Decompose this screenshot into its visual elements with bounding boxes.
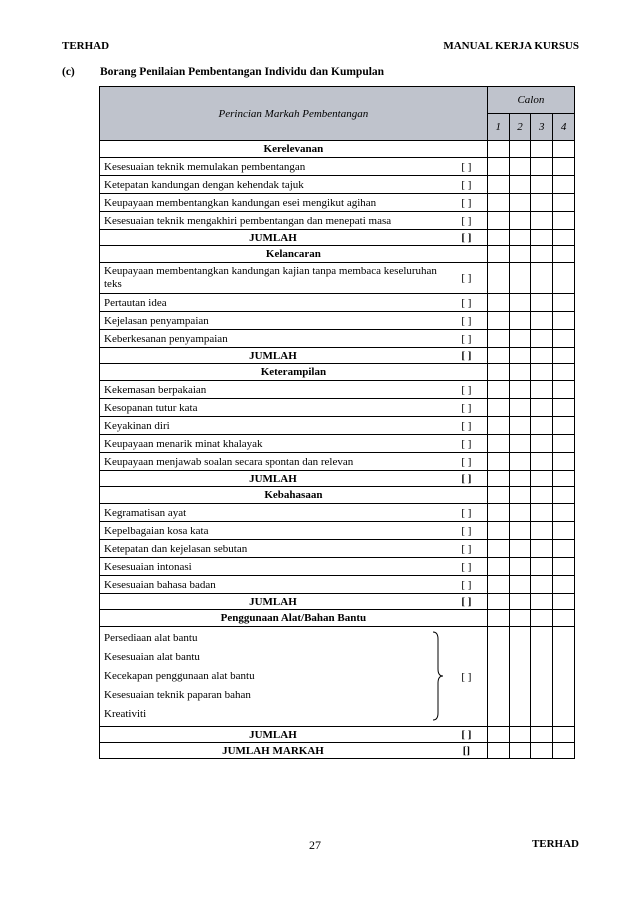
section-label: (c) [62,66,75,78]
criteria-label: Kekemasan berpakaian [100,381,446,399]
criteria-label: Kesesuaian intonasi [100,558,446,576]
score-cell[interactable] [487,348,509,364]
category-name: Kelancaran [100,246,488,263]
score-cell[interactable] [531,522,553,540]
score-bracket: [ ] [446,576,487,594]
score-cell[interactable] [487,727,509,743]
score-cell[interactable] [553,435,575,453]
score-cell[interactable] [509,610,531,627]
score-bracket: [ ] [446,381,487,399]
score-cell[interactable] [509,263,531,294]
criteria-label: Kecekapan penggunaan alat bantu [104,670,255,682]
score-cell[interactable] [487,471,509,487]
score-cell[interactable] [487,294,509,312]
criteria-label: Ketepatan dan kejelasan sebutan [100,540,446,558]
score-cell[interactable] [553,312,575,330]
score-cell[interactable] [531,435,553,453]
category-row [100,487,575,504]
criteria-row [100,522,575,540]
score-cell[interactable] [553,194,575,212]
score-cell[interactable] [553,263,575,294]
score-cell[interactable] [509,294,531,312]
score-bracket: [ ] [446,453,487,471]
score-bracket: [ ] [446,176,487,194]
score-bracket: [ ] [446,212,487,230]
header-classification: TERHAD [62,40,110,52]
score-cell[interactable] [487,487,509,504]
group-score-cell [446,627,487,727]
criteria-label: Keberkesanan penyampaian [100,330,446,348]
criteria-label: Pertautan idea [100,294,446,312]
score-cell[interactable] [509,176,531,194]
score-bracket: [ ] [446,158,487,176]
score-cell[interactable] [509,576,531,594]
category-row [100,246,575,263]
criteria-row [100,576,575,594]
score-cell[interactable] [553,727,575,743]
score-cell[interactable] [487,399,509,417]
score-cell[interactable] [487,576,509,594]
score-cell[interactable] [509,381,531,399]
criteria-label: Kegramatisan ayat [100,504,446,522]
category-name: Keterampilan [100,364,488,381]
score-cell[interactable] [531,576,553,594]
total-label: JUMLAH [100,594,446,610]
score-cell[interactable] [487,212,509,230]
total-row [100,230,575,246]
calon-number-2: 2 [509,114,531,141]
score-cell[interactable] [531,348,553,364]
total-row [100,727,575,743]
score-cell[interactable] [487,364,509,381]
score-cell[interactable] [531,141,553,158]
score-bracket: [ ] [446,522,487,540]
score-cell[interactable] [509,743,531,759]
score-cell[interactable] [531,540,553,558]
score-cell[interactable] [531,246,553,263]
criteria-row [100,194,575,212]
criteria-label: Ketepatan kandungan dengan kehendak tajuk [100,176,446,194]
score-cell[interactable] [509,594,531,610]
criteria-row [100,263,575,294]
score-cell[interactable] [509,246,531,263]
score-cell[interactable] [509,312,531,330]
score-cell[interactable] [531,471,553,487]
category-name: Kebahasaan [100,487,488,504]
score-cell[interactable] [509,364,531,381]
score-cell[interactable] [509,727,531,743]
score-cell[interactable] [553,610,575,627]
criteria-label: Kesesuaian bahasa badan [100,576,446,594]
score-cell[interactable] [531,212,553,230]
score-cell[interactable] [509,471,531,487]
score-cell[interactable] [509,417,531,435]
total-label: JUMLAH [100,471,446,487]
criteria-group-labels [100,627,446,727]
score-cell[interactable] [487,743,509,759]
score-cell[interactable] [487,558,509,576]
total-row [100,594,575,610]
score-cell[interactable] [553,627,575,727]
score-bracket: [ ] [446,558,487,576]
score-cell[interactable] [509,158,531,176]
total-bracket: [ ] [446,230,487,246]
score-cell[interactable] [531,312,553,330]
score-bracket: [ ] [446,312,487,330]
score-cell[interactable] [487,627,509,727]
score-cell[interactable] [509,330,531,348]
criteria-row [100,294,575,312]
score-cell[interactable] [509,230,531,246]
score-cell[interactable] [553,471,575,487]
score-cell[interactable] [509,627,531,727]
score-cell[interactable] [553,364,575,381]
score-cell[interactable] [531,263,553,294]
score-cell[interactable] [487,141,509,158]
criteria-label: Kesesuaian teknik memulakan pembentangan [100,158,446,176]
score-cell[interactable] [531,487,553,504]
score-cell[interactable] [487,312,509,330]
criteria-row [100,540,575,558]
criteria-label: Kesesuaian teknik mengakhiri pembentangan dan menepati masa [100,212,446,230]
criteria-label: Kepelbagaian kosa kata [100,522,446,540]
score-cell[interactable] [487,330,509,348]
criteria-row [100,504,575,522]
score-bracket: [ ] [446,263,487,294]
total-bracket: [ ] [446,348,487,364]
category-row [100,141,575,158]
score-cell[interactable] [487,435,509,453]
category-name: Penggunaan Alat/Bahan Bantu [100,610,488,627]
criteria-row [100,417,575,435]
total-row [100,471,575,487]
criteria-label: Keyakinan diri [100,417,446,435]
table-header-criteria: Perincian Markah Pembentangan [100,87,488,141]
score-cell[interactable] [531,453,553,471]
section-title: Borang Penilaian Pembentangan Individu dan Kumpulan [100,66,385,78]
score-cell[interactable] [531,294,553,312]
criteria-row [100,176,575,194]
score-cell[interactable] [553,348,575,364]
score-cell[interactable] [553,522,575,540]
grand-total-label: JUMLAH MARKAH [100,743,446,759]
score-cell[interactable] [531,381,553,399]
score-cell[interactable] [509,522,531,540]
score-bracket: [ ] [446,294,487,312]
score-cell[interactable] [531,399,553,417]
right-brace-icon [432,631,444,721]
score-cell[interactable] [487,194,509,212]
score-cell[interactable] [509,435,531,453]
score-cell[interactable] [553,246,575,263]
criteria-row [100,435,575,453]
criteria-row [100,312,575,330]
score-cell[interactable] [509,141,531,158]
score-cell[interactable] [553,487,575,504]
total-label: JUMLAH [100,230,446,246]
score-cell[interactable] [509,487,531,504]
score-cell[interactable] [553,576,575,594]
criteria-label: Keupayaan membentangkan kandungan kajian tanpa membaca keseluruhan teks [100,263,446,294]
score-cell[interactable] [553,417,575,435]
score-cell[interactable] [531,417,553,435]
score-cell[interactable] [487,176,509,194]
score-cell[interactable] [509,558,531,576]
criteria-label: Keupayaan membentangkan kandungan esei mengikut agihan [100,194,446,212]
grand-total-bracket: [] [446,743,487,759]
total-bracket: [ ] [446,594,487,610]
calon-number-1: 1 [487,114,509,141]
score-bracket: [ ] [461,670,472,683]
score-bracket: [ ] [446,504,487,522]
category-name: Kerelevanan [100,141,488,158]
score-cell[interactable] [487,522,509,540]
header-document-title: MANUAL KERJA KURSUS [443,40,579,52]
score-cell[interactable] [531,176,553,194]
criteria-row [100,381,575,399]
score-cell[interactable] [553,381,575,399]
score-cell[interactable] [531,364,553,381]
score-cell[interactable] [553,294,575,312]
score-cell[interactable] [487,381,509,399]
score-cell[interactable] [487,540,509,558]
score-cell[interactable] [487,246,509,263]
section-heading [62,66,384,78]
score-cell[interactable] [553,399,575,417]
score-bracket: [ ] [446,399,487,417]
criteria-label: Persediaan alat bantu [104,632,198,644]
score-cell[interactable] [531,158,553,176]
criteria-row [100,453,575,471]
assessment-table [99,86,575,759]
criteria-label: Kejelasan penyampaian [100,312,446,330]
criteria-label: Kesesuaian teknik paparan bahan [104,689,251,701]
total-label: JUMLAH [100,348,446,364]
calon-number-3: 3 [531,114,553,141]
score-cell[interactable] [553,158,575,176]
grand-total-row [100,743,575,759]
table-header-calon: Calon [487,87,574,114]
total-bracket: [ ] [446,727,487,743]
score-cell[interactable] [509,504,531,522]
criteria-group-row [100,627,575,727]
score-cell[interactable] [509,453,531,471]
category-row [100,610,575,627]
score-bracket: [ ] [446,435,487,453]
score-cell[interactable] [509,399,531,417]
footer-classification: TERHAD [531,838,579,850]
total-row [100,348,575,364]
criteria-label: Kesesuaian alat bantu [104,651,200,663]
criteria-row [100,330,575,348]
score-bracket: [ ] [446,417,487,435]
criteria-label: Kesopanan tutur kata [100,399,446,417]
score-cell[interactable] [531,594,553,610]
criteria-row [100,212,575,230]
score-cell[interactable] [487,610,509,627]
score-bracket: [ ] [446,540,487,558]
score-cell[interactable] [553,176,575,194]
score-cell[interactable] [487,453,509,471]
score-cell[interactable] [531,330,553,348]
score-cell[interactable] [553,558,575,576]
table-body [100,141,575,759]
score-cell[interactable] [531,230,553,246]
score-cell[interactable] [509,540,531,558]
category-row [100,364,575,381]
criteria-label: Keupayaan menarik minat khalayak [100,435,446,453]
total-label: JUMLAH [100,727,446,743]
score-cell[interactable] [531,504,553,522]
score-cell[interactable] [553,453,575,471]
score-cell[interactable] [509,348,531,364]
score-cell[interactable] [509,212,531,230]
score-bracket: [ ] [446,194,487,212]
total-bracket: [ ] [446,471,487,487]
score-cell[interactable] [487,594,509,610]
criteria-row [100,158,575,176]
score-cell[interactable] [553,212,575,230]
score-cell[interactable] [531,627,553,727]
score-cell[interactable] [487,417,509,435]
score-cell[interactable] [553,330,575,348]
score-cell[interactable] [487,263,509,294]
page-number: 27 [309,838,321,852]
calon-number-4: 4 [553,114,575,141]
criteria-label: Keupayaan menjawab soalan secara spontan dan relevan [100,453,446,471]
score-cell[interactable] [487,158,509,176]
score-cell[interactable] [531,727,553,743]
score-cell[interactable] [553,743,575,759]
criteria-row [100,399,575,417]
score-cell[interactable] [553,230,575,246]
score-bracket: [ ] [446,330,487,348]
score-cell[interactable] [531,610,553,627]
criteria-label: Kreativiti [104,708,147,720]
score-cell[interactable] [487,230,509,246]
criteria-row [100,558,575,576]
score-cell[interactable] [531,194,553,212]
score-cell[interactable] [487,504,509,522]
score-cell[interactable] [509,194,531,212]
score-cell[interactable] [553,594,575,610]
score-cell[interactable] [553,540,575,558]
score-cell[interactable] [553,141,575,158]
score-cell[interactable] [553,504,575,522]
score-cell[interactable] [531,743,553,759]
score-cell[interactable] [531,558,553,576]
